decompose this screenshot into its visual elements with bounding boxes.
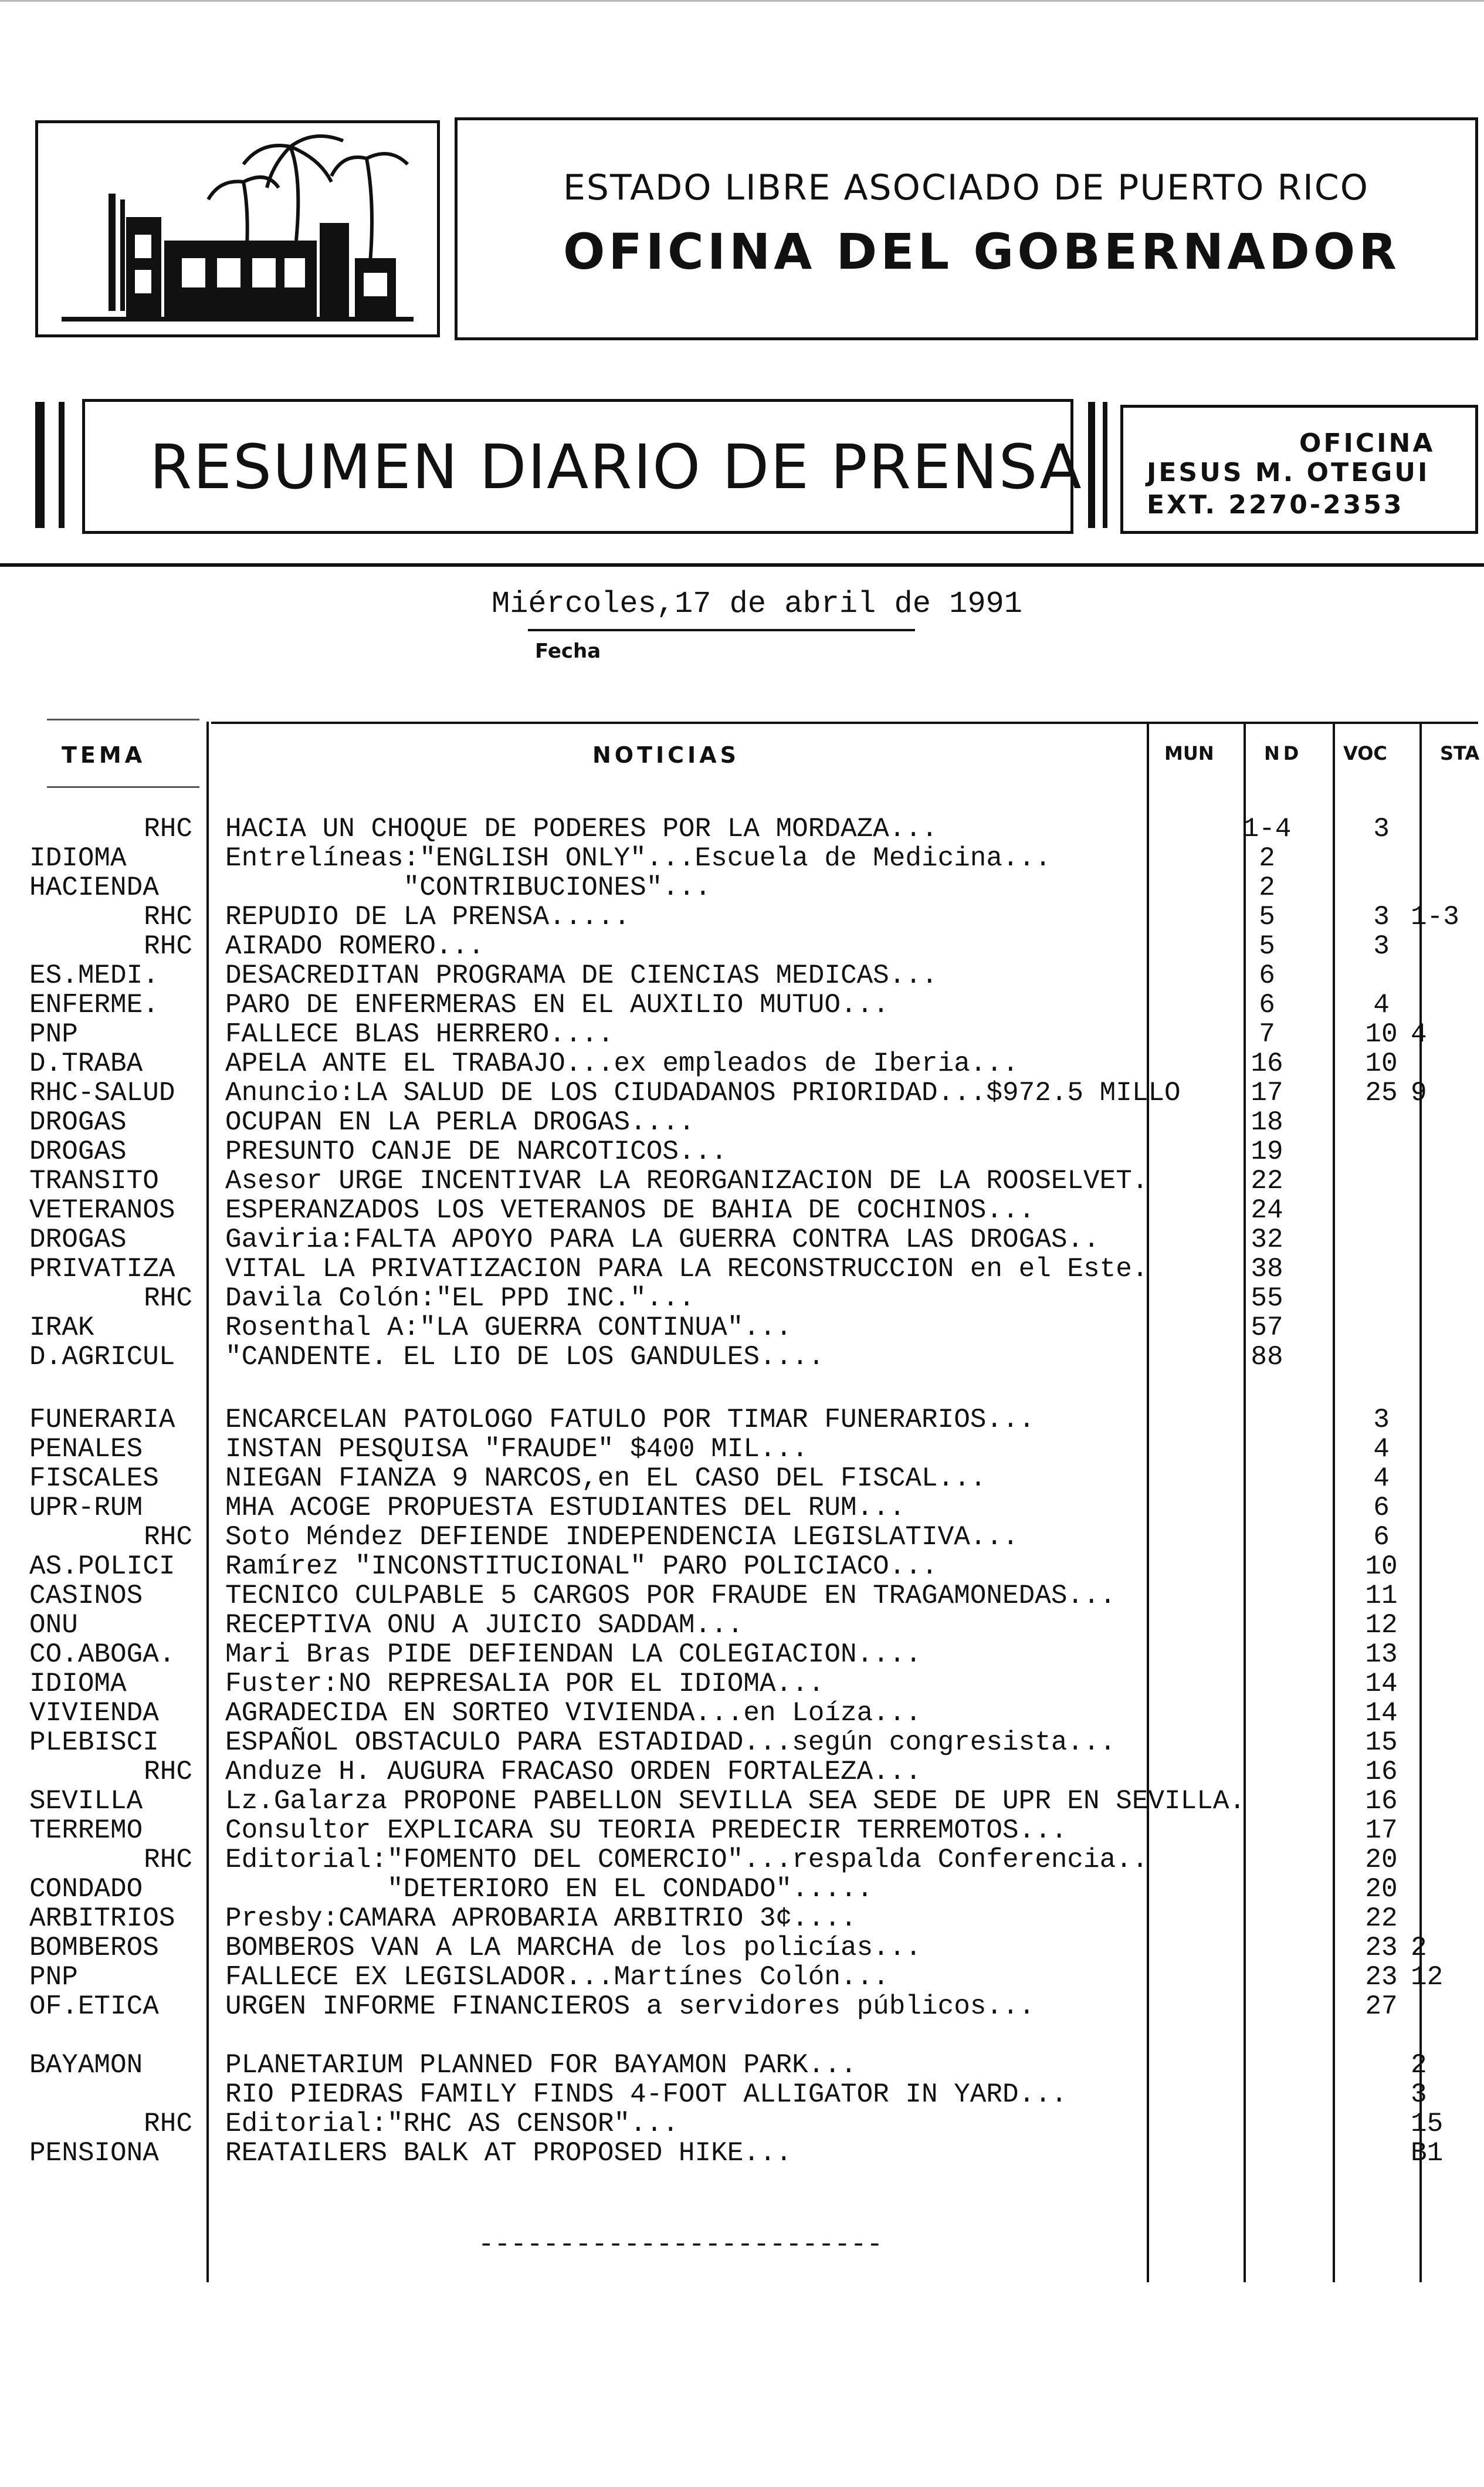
row-noticia: FALLECE BLAS HERRERO.... <box>225 1019 614 1050</box>
row-noticia: RECEPTIVA ONU A JUICIO SADDAM... <box>225 1610 744 1640</box>
date-value: Miércoles,17 de abril de 1991 <box>492 587 1022 621</box>
row-tema: HACIENDA <box>29 872 159 903</box>
date-underline <box>528 629 915 631</box>
row-noticia: Editorial:"RHC AS CENSOR"... <box>225 2109 679 2139</box>
row-noticia: Mari Bras PIDE DEFIENDAN LA COLEGIACION.... <box>225 1639 921 1670</box>
row-noticia: Rosenthal A:"LA GUERRA CONTINUA"... <box>225 1312 792 1343</box>
row-nd: 6 <box>1259 960 1275 991</box>
table-row <box>0 1313 1484 1342</box>
row-noticia: DESACREDITAN PROGRAMA DE CIENCIAS MEDICAS... <box>225 960 938 991</box>
header-line1: ESTADO LIBRE ASOCIADO DE PUERTO RICO <box>563 167 1369 208</box>
col-header-tema: TEMA <box>62 742 146 768</box>
row-tema: RHC <box>144 1845 192 1875</box>
row-tema: ARBITRIOS <box>29 1903 175 1934</box>
row-noticia: APELA ANTE EL TRABAJO...ex empleados de Iberia... <box>225 1048 1019 1079</box>
row-voc: 6 <box>1373 1522 1390 1552</box>
row-voc: 16 <box>1365 1786 1398 1816</box>
table-row <box>0 844 1484 873</box>
row-tema: BOMBEROS <box>29 1933 159 1963</box>
row-sta: 3 <box>1411 2079 1427 2110</box>
resumen-title: RESUMEN DIARIO DE PRENSA <box>150 431 1083 503</box>
row-tema: IDIOMA <box>29 843 127 874</box>
row-nd: 5 <box>1259 902 1275 932</box>
row-tema: UPR-RUM <box>29 1493 143 1523</box>
table-row <box>0 2139 1484 2168</box>
table-row <box>0 1757 1484 1786</box>
row-nd: 32 <box>1251 1224 1283 1255</box>
row-voc: 10 <box>1365 1048 1398 1079</box>
row-voc: 3 <box>1373 1405 1390 1435</box>
table-row <box>0 1196 1484 1225</box>
table-top-rule-left <box>47 719 199 720</box>
col-header-noticias: NOTICIAS <box>592 742 740 768</box>
row-nd: 19 <box>1251 1136 1283 1167</box>
row-tema: RHC <box>144 902 192 932</box>
table-row <box>0 1049 1484 1078</box>
table-row <box>0 1078 1484 1108</box>
row-tema: PNP <box>29 1962 78 1992</box>
row-tema: CO.ABOGA. <box>29 1639 175 1670</box>
table-row <box>0 1522 1484 1552</box>
row-nd: 17 <box>1251 1078 1283 1108</box>
row-tema: PLEBISCI <box>29 1727 159 1758</box>
table-row <box>0 1166 1484 1196</box>
table-row <box>0 1992 1484 2021</box>
table-row <box>0 2080 1484 2109</box>
row-sta: 9 <box>1411 1078 1427 1108</box>
table-row <box>0 1581 1484 1610</box>
tema-underline <box>47 786 199 788</box>
row-noticia: Asesor URGE INCENTIVAR LA REORGANIZACION DE LA ROOSELVET. <box>225 1166 1148 1196</box>
row-voc: 23 <box>1365 1962 1398 1992</box>
row-tema: FISCALES <box>29 1463 159 1494</box>
left-bar-2 <box>59 402 65 528</box>
row-voc: 10 <box>1365 1551 1398 1582</box>
table-row <box>0 1845 1484 1874</box>
table-row <box>0 1284 1484 1313</box>
mid-bar-2 <box>1103 402 1107 528</box>
row-nd: 88 <box>1251 1342 1283 1372</box>
table-row <box>0 1728 1484 1757</box>
row-tema: ES.MEDI. <box>29 960 159 991</box>
table-row <box>0 873 1484 902</box>
row-nd: 16 <box>1251 1048 1283 1079</box>
office-line2: JESUS M. OTEGUI <box>1147 458 1430 488</box>
logo-box <box>35 120 440 337</box>
row-tema: ONU <box>29 1610 78 1640</box>
row-noticia: Entrelíneas:"ENGLISH ONLY"...Escuela de Medicina... <box>225 843 1051 874</box>
top-edge-rule <box>0 0 1484 2</box>
row-noticia: "CANDENTE. EL LIO DE LOS GANDULES.... <box>225 1342 825 1372</box>
row-tema: AS.POLICI <box>29 1551 175 1582</box>
row-noticia: Davila Colón:"EL PPD INC."... <box>225 1283 695 1314</box>
row-noticia: RIO PIEDRAS FAMILY FINDS 4-FOOT ALLIGATOR IN YARD... <box>225 2079 1068 2110</box>
row-noticia: "CONTRIBUCIONES"... <box>225 872 711 903</box>
row-tema: VETERANOS <box>29 1195 175 1226</box>
row-tema: CONDADO <box>29 1874 143 1904</box>
row-sta: B1 <box>1411 2138 1444 2168</box>
table-row <box>0 1342 1484 1372</box>
row-noticia: BOMBEROS VAN A LA MARCHA de los policías... <box>225 1933 921 1963</box>
row-tema: DROGAS <box>29 1107 127 1138</box>
row-noticia: OCUPAN EN LA PERLA DROGAS.... <box>225 1107 695 1138</box>
row-nd: 6 <box>1259 990 1275 1020</box>
row-voc: 25 <box>1365 1078 1398 1108</box>
table-row <box>0 1933 1484 1962</box>
row-nd: 2 <box>1259 872 1275 903</box>
row-tema: ENFERME. <box>29 990 159 1020</box>
col-header-nd: ND <box>1264 742 1303 764</box>
office-line1: OFICINA <box>1299 428 1435 458</box>
row-tema: DROGAS <box>29 1136 127 1167</box>
row-voc: 4 <box>1373 1434 1390 1464</box>
row-noticia: REATAILERS BALK AT PROPOSED HIKE... <box>225 2138 792 2168</box>
row-tema: CASINOS <box>29 1581 143 1611</box>
row-noticia: HACIA UN CHOQUE DE PODERES POR LA MORDAZA... <box>225 814 938 844</box>
row-noticia: VITAL LA PRIVATIZACION PARA LA RECONSTRUCCION en el Este. <box>225 1254 1148 1284</box>
row-tema: IRAK <box>29 1312 94 1343</box>
row-tema: RHC <box>144 814 192 844</box>
row-tema: IDIOMA <box>29 1669 127 1699</box>
row-voc: 11 <box>1365 1581 1398 1611</box>
row-sta: 15 <box>1411 2109 1444 2139</box>
row-nd: 5 <box>1259 931 1275 962</box>
row-voc: 17 <box>1365 1815 1398 1846</box>
office-line3: EXT. 2270-2353 <box>1147 490 1404 520</box>
row-sta: 2 <box>1411 1933 1427 1963</box>
row-sta: 12 <box>1411 1962 1444 1992</box>
table-row <box>0 961 1484 990</box>
row-noticia: PRESUNTO CANJE DE NARCOTICOS... <box>225 1136 727 1167</box>
row-voc: 3 <box>1373 902 1390 932</box>
row-nd: 22 <box>1251 1166 1283 1196</box>
row-noticia: Lz.Galarza PROPONE PABELLON SEVILLA SEA SEDE DE UPR EN SEVILLA. <box>225 1786 1246 1816</box>
row-voc: 27 <box>1365 1991 1398 2022</box>
row-nd: 18 <box>1251 1107 1283 1138</box>
row-noticia: AGRADECIDA EN SORTEO VIVIENDA...en Loíza... <box>225 1698 921 1728</box>
row-tema: FUNERARIA <box>29 1405 175 1435</box>
row-voc: 16 <box>1365 1757 1398 1787</box>
row-nd: 1-4 <box>1242 814 1292 844</box>
row-sta: 2 <box>1411 2050 1427 2080</box>
row-tema: PENSIONA <box>29 2138 159 2168</box>
left-bar-1 <box>35 402 45 528</box>
row-noticia: Editorial:"FOMENTO DEL COMERCIO"...respalda Conferencia.. <box>225 1845 1148 1875</box>
row-noticia: ESPERANZADOS LOS VETERANOS DE BAHIA DE COCHINOS... <box>225 1195 1035 1226</box>
row-voc: 20 <box>1365 1874 1398 1904</box>
table-row <box>0 1434 1484 1464</box>
row-nd: 38 <box>1251 1254 1283 1284</box>
row-noticia: "DETERIORO EN EL CONDADO"..... <box>225 1874 873 1904</box>
row-tema: RHC <box>144 1522 192 1552</box>
row-noticia: NIEGAN FIANZA 9 NARCOS,en EL CASO DEL FISCAL... <box>225 1463 987 1494</box>
row-noticia: Presby:CAMARA APROBARIA ARBITRIO 3¢.... <box>225 1903 857 1934</box>
row-noticia: MHA ACOGE PROPUESTA ESTUDIANTES DEL RUM... <box>225 1493 906 1523</box>
row-voc: 20 <box>1365 1845 1398 1875</box>
row-noticia: ENCARCELAN PATOLOGO FATULO POR TIMAR FUNERARIOS... <box>225 1405 1035 1435</box>
table-row <box>0 2109 1484 2139</box>
row-tema: D.TRABA <box>29 1048 143 1079</box>
table-row <box>0 902 1484 932</box>
row-tema: PNP <box>29 1019 78 1050</box>
table-row <box>0 990 1484 1020</box>
row-tema: RHC <box>144 2109 192 2139</box>
row-tema: RHC <box>144 1757 192 1787</box>
table-row <box>0 1698 1484 1728</box>
row-voc: 13 <box>1365 1639 1398 1670</box>
table-row <box>0 1552 1484 1581</box>
row-noticia: PARO DE ENFERMERAS EN EL AUXILIO MUTUO... <box>225 990 889 1020</box>
row-noticia: Soto Méndez DEFIENDE INDEPENDENCIA LEGISLATIVA... <box>225 1522 1019 1552</box>
row-noticia: Ramírez "INCONSTITUCIONAL" PARO POLICIACO... <box>225 1551 938 1582</box>
row-noticia: TECNICO CULPABLE 5 CARGOS POR FRAUDE EN TRAGAMONEDAS... <box>225 1581 1116 1611</box>
row-sta: 1-3 <box>1411 902 1459 932</box>
row-noticia: FALLECE EX LEGISLADOR...Martínes Colón... <box>225 1962 889 1992</box>
table-row <box>0 2050 1484 2080</box>
row-noticia: AIRADO ROMERO... <box>225 931 484 962</box>
table-row <box>0 1137 1484 1166</box>
row-tema: TRANSITO <box>29 1166 159 1196</box>
row-nd: 24 <box>1251 1195 1283 1226</box>
table-row <box>0 1874 1484 1904</box>
row-voc: 3 <box>1373 931 1390 962</box>
row-voc: 4 <box>1373 1463 1390 1494</box>
row-voc: 3 <box>1373 814 1390 844</box>
table-row <box>0 1610 1484 1640</box>
table-row <box>0 932 1484 961</box>
table-row <box>0 1405 1484 1434</box>
row-tema: BAYAMON <box>29 2050 143 2080</box>
row-noticia: Anuncio:LA SALUD DE LOS CIUDADANOS PRIORIDAD...$972.5 MILLO <box>225 1078 1181 1108</box>
row-nd: 2 <box>1259 843 1275 874</box>
footer-rule: ------------------------- <box>478 2229 883 2260</box>
row-voc: 15 <box>1365 1727 1398 1758</box>
row-nd: 57 <box>1251 1312 1283 1343</box>
row-tema: VIVIENDA <box>29 1698 159 1728</box>
row-tema: SEVILLA <box>29 1786 143 1816</box>
col-header-mun: MUN <box>1164 742 1214 764</box>
row-tema: D.AGRICUL <box>29 1342 175 1372</box>
row-noticia: Consultor EXPLICARA SU TEORIA PREDECIR TERREMOTOS... <box>225 1815 1068 1846</box>
table-row <box>0 1020 1484 1049</box>
row-noticia: URGEN INFORME FINANCIEROS a servidores públicos... <box>225 1991 1035 2022</box>
row-noticia: INSTAN PESQUISA "FRAUDE" $400 MIL... <box>225 1434 808 1464</box>
row-tema: RHC-SALUD <box>29 1078 175 1108</box>
row-nd: 7 <box>1259 1019 1275 1050</box>
row-nd: 55 <box>1251 1283 1283 1314</box>
header-divider <box>0 563 1484 567</box>
row-noticia: Fuster:NO REPRESALIA POR EL IDIOMA... <box>225 1669 825 1699</box>
table-row <box>0 1669 1484 1698</box>
table-row <box>0 1816 1484 1845</box>
table-row <box>0 1108 1484 1137</box>
row-tema: PENALES <box>29 1434 143 1464</box>
table-row <box>0 814 1484 844</box>
table-top-rule <box>211 722 1478 724</box>
row-tema: RHC <box>144 1283 192 1314</box>
table-row <box>0 1464 1484 1493</box>
col-header-sta: STA <box>1440 742 1480 764</box>
row-noticia: Gaviria:FALTA APOYO PARA LA GUERRA CONTRA LAS DROGAS.. <box>225 1224 1100 1255</box>
row-tema: DROGAS <box>29 1224 127 1255</box>
row-tema: PRIVATIZA <box>29 1254 175 1284</box>
table-row <box>0 1225 1484 1254</box>
row-voc: 14 <box>1365 1698 1398 1728</box>
col-header-voc: VOC <box>1343 742 1387 764</box>
row-tema: TERREMO <box>29 1815 143 1846</box>
row-voc: 10 <box>1365 1019 1398 1050</box>
fortaleza-building-icon <box>38 123 437 334</box>
row-noticia: REPUDIO DE LA PRENSA..... <box>225 902 631 932</box>
row-voc: 14 <box>1365 1669 1398 1699</box>
row-sta: 4 <box>1411 1019 1427 1050</box>
row-noticia: PLANETARIUM PLANNED FOR BAYAMON PARK... <box>225 2050 857 2080</box>
mid-bar-1 <box>1088 402 1095 528</box>
row-voc: 4 <box>1373 990 1390 1020</box>
table-row <box>0 1962 1484 1992</box>
date-label: Fecha <box>535 639 601 663</box>
header-line2: OFICINA DEL GOBERNADOR <box>563 223 1400 280</box>
row-voc: 22 <box>1365 1903 1398 1934</box>
row-voc: 23 <box>1365 1933 1398 1963</box>
table-row <box>0 1640 1484 1669</box>
row-tema: RHC <box>144 931 192 962</box>
table-row <box>0 1493 1484 1522</box>
table-row <box>0 1786 1484 1816</box>
row-noticia: Anduze H. AUGURA FRACASO ORDEN FORTALEZA... <box>225 1757 921 1787</box>
row-noticia: ESPAÑOL OBSTACULO PARA ESTADIDAD...según congresista... <box>225 1727 1116 1758</box>
table-row <box>0 1904 1484 1933</box>
row-voc: 12 <box>1365 1610 1398 1640</box>
row-tema: OF.ETICA <box>29 1991 159 2022</box>
table-row <box>0 1254 1484 1284</box>
row-voc: 6 <box>1373 1493 1390 1523</box>
